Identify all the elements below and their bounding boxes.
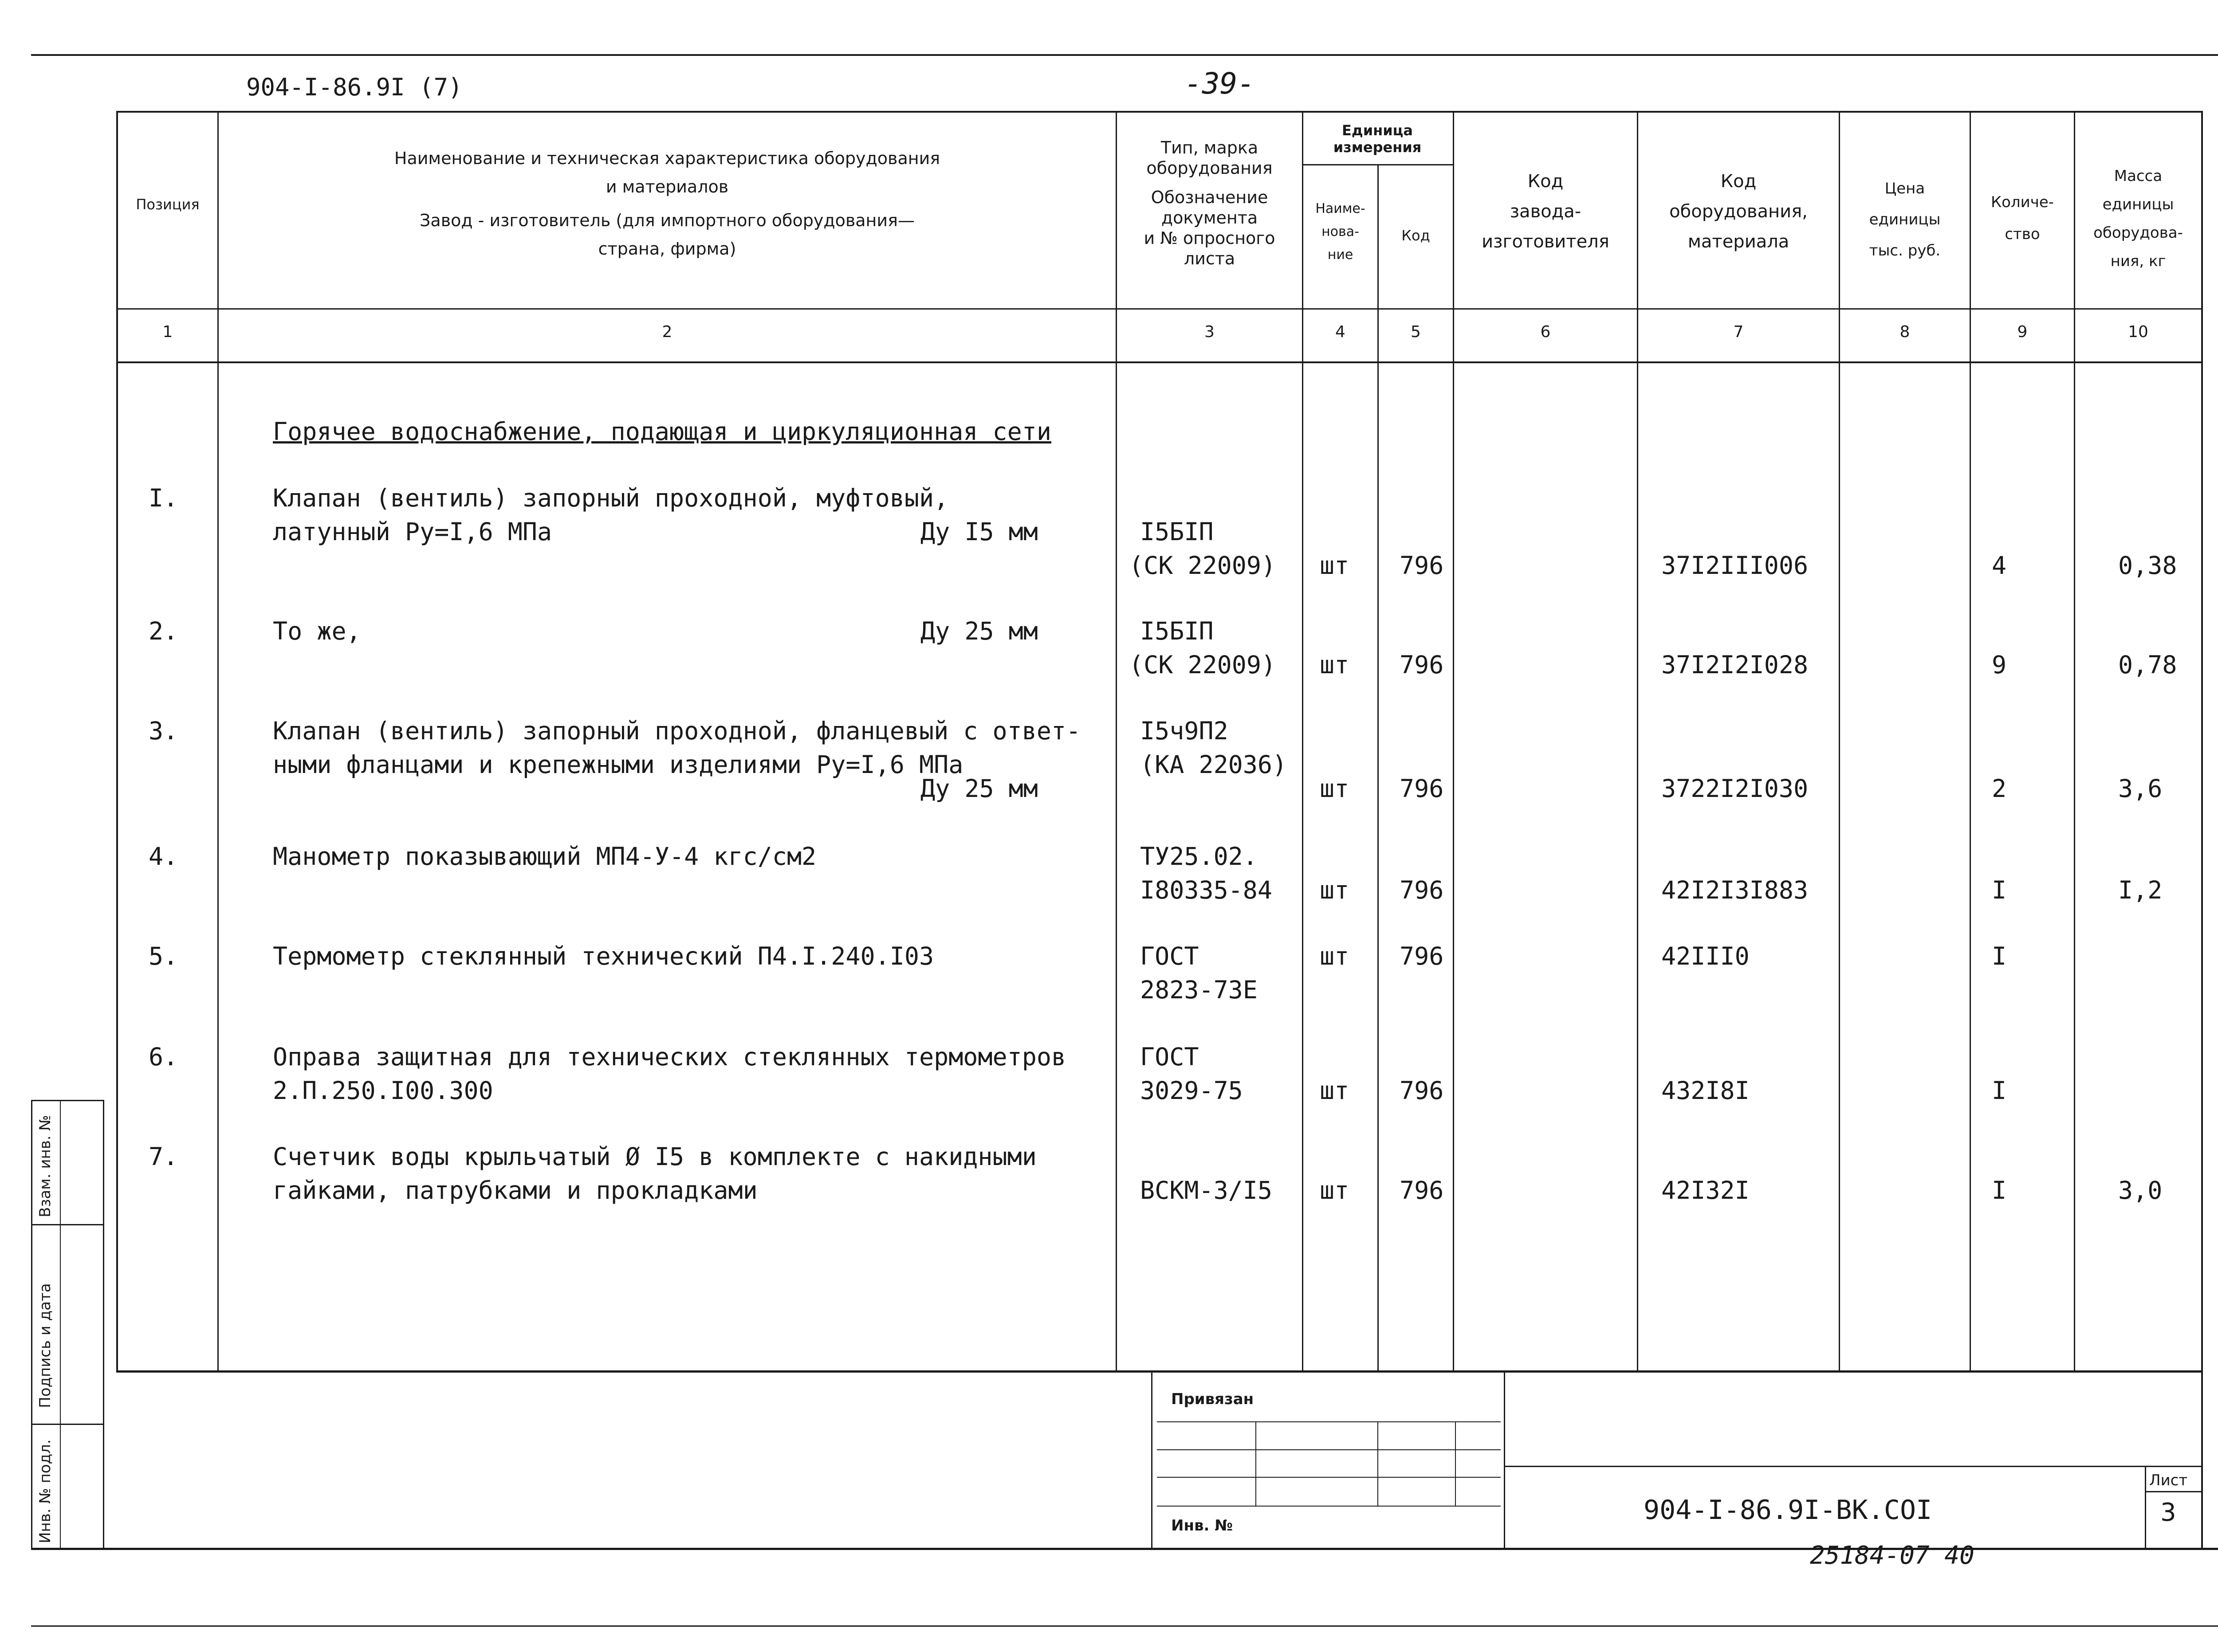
col-number-10: 10 — [2128, 323, 2148, 341]
header-unit-group: Единица измерения — [1333, 122, 1422, 156]
stamp-vline-2 — [1377, 1421, 1378, 1506]
side-strip-div-2 — [31, 1424, 104, 1425]
col-number-4: 4 — [1335, 323, 1345, 341]
stamp-row-2 — [1157, 1449, 1501, 1450]
frame-top — [116, 111, 2201, 113]
row-4-mass: I,2 — [2118, 876, 2163, 904]
handwritten-number: 25184-07 40 — [1810, 1541, 1974, 1570]
col-line-1 — [217, 111, 219, 1370]
row-6-material-code: 432I8I — [1661, 1076, 1750, 1105]
row-5-type-line-2: 2823-73Е — [1140, 976, 1258, 1004]
col-number-9: 9 — [2017, 323, 2028, 341]
row-3-material-code: 3722I2I030 — [1661, 774, 1809, 803]
section-title: Горячее водоснабжение, подающая и циркуляционная сети — [273, 417, 1051, 446]
row-3-quantity: 2 — [1992, 774, 2007, 803]
side-strip-div-1 — [31, 1224, 104, 1225]
top-border — [31, 54, 2218, 56]
row-5-code: 796 — [1400, 942, 1444, 970]
row-4-name-line-1: Манометр показывающий МП4-У-4 кгс/см2 — [273, 842, 817, 871]
col-line-9 — [2074, 111, 2075, 1370]
row-3-type-line-2: (КА 22036) — [1140, 750, 1287, 779]
row-2-type-line-1: I5БIП — [1140, 617, 1214, 645]
frame-right — [2201, 111, 2203, 1548]
row-7-unit: шт — [1320, 1176, 1349, 1205]
row-7-quantity: I — [1992, 1176, 2007, 1205]
header-quantity: Количе- ство — [1990, 193, 2054, 243]
row-4-quantity: I — [1992, 876, 2007, 904]
side-strip-right — [103, 1100, 104, 1548]
row-7-name-line-2: гайками, патрубками и прокладками — [273, 1176, 758, 1205]
col-number-5: 5 — [1411, 323, 1421, 341]
row-6-name-line-2: 2.П.250.I00.300 — [273, 1076, 493, 1105]
row-5-name-line-1: Термометр стеклянный технический П4.I.240.I03 — [273, 942, 934, 970]
row-2-quantity: 9 — [1992, 651, 2007, 679]
header-price: Цена единицы тыс. руб. — [1869, 180, 1941, 259]
row-6-code: 796 — [1400, 1076, 1444, 1105]
header-position: Позиция — [136, 196, 200, 213]
header-mass: Масса единицы оборудова- ния, кг — [2093, 167, 2183, 270]
numrow-bottom — [116, 361, 2201, 363]
row-2-unit: шт — [1320, 651, 1349, 679]
frame-left — [116, 111, 118, 1370]
page-bottom-rule — [31, 1625, 2218, 1627]
header-bottom — [116, 308, 2201, 310]
row-1-unit: шт — [1320, 551, 1349, 580]
row-4-code: 796 — [1400, 876, 1444, 904]
row-2-name-line-1: То же, — [273, 617, 361, 645]
row-3-dn: Ду 25 мм — [920, 774, 1038, 803]
side-label-inv-replace: Взам. инв. № — [36, 1115, 54, 1217]
row-1-material-code: 37I2III006 — [1661, 551, 1809, 580]
title-block-line — [1504, 1466, 2201, 1467]
row-6-type-line-2: 3029-75 — [1140, 1076, 1243, 1105]
stamp-inv-no: Инв. № — [1171, 1517, 1233, 1534]
sheet-label: Лист — [2149, 1471, 2188, 1489]
sheet-box-mid — [2145, 1491, 2201, 1492]
row-1-name-line-1: Клапан (вентиль) запорный проходной, муфтовый, — [273, 484, 949, 512]
col-line-3 — [1302, 111, 1303, 1370]
stamp-row-4 — [1157, 1506, 1501, 1507]
side-label-signature-date: Подпись и дата — [36, 1283, 54, 1408]
row-7-material-code: 42I32I — [1661, 1176, 1750, 1205]
col-number-1: 1 — [162, 323, 173, 341]
stamp-right — [1504, 1370, 1505, 1548]
side-strip-top — [31, 1100, 104, 1101]
header-unit-name: Наиме- нова- ние — [1315, 201, 1365, 263]
row-5-quantity: I — [1992, 942, 2007, 970]
header-type: Тип, марка оборудования Обозначение документа и № опросного листа — [1144, 138, 1275, 268]
row-6-quantity: I — [1992, 1076, 2007, 1105]
col-number-2: 2 — [662, 323, 672, 341]
row-1-name-line-2: латунный Ру=I,6 МПа — [273, 518, 552, 546]
col-number-6: 6 — [1540, 323, 1551, 341]
row-5-position: 5. — [149, 942, 178, 970]
row-2-type-line-2: (СК 22009) — [1129, 651, 1276, 679]
row-7-position: 7. — [149, 1142, 178, 1171]
row-3-name-line-1: Клапан (вентиль) запорный проходной, фланцевый с ответ- — [273, 717, 1081, 745]
sheet-number: 3 — [2160, 1498, 2176, 1527]
row-1-mass: 0,38 — [2118, 551, 2177, 580]
row-4-position: 4. — [149, 842, 178, 871]
col-line-2 — [1116, 111, 1117, 1370]
unit-group-line — [1302, 164, 1453, 165]
bottom-doc-code: 904-I-86.9I-BK.COI — [1644, 1495, 1932, 1526]
sheet-box-left — [2145, 1466, 2146, 1548]
row-4-unit: шт — [1320, 876, 1349, 904]
row-1-type-line-2: (СК 22009) — [1129, 551, 1276, 580]
row-5-type-line-1: ГОСТ — [1140, 942, 1199, 970]
row-3-mass: 3,6 — [2118, 774, 2163, 803]
side-strip-inner — [60, 1100, 61, 1548]
stamp-left — [1151, 1370, 1152, 1548]
stamp-row-3 — [1157, 1477, 1501, 1478]
stamp-row-1 — [1157, 1421, 1501, 1422]
col-number-3: 3 — [1204, 323, 1215, 341]
page-mark: -39- — [1184, 67, 1255, 101]
header-unit-code: Код — [1401, 227, 1430, 244]
row-2-material-code: 37I2I2I028 — [1661, 651, 1809, 679]
header-material-code: Код оборудования, материала — [1669, 171, 1808, 252]
row-6-position: 6. — [149, 1043, 178, 1071]
row-3-code: 796 — [1400, 774, 1444, 803]
row-2-mass: 0,78 — [2118, 651, 2177, 679]
row-2-position: 2. — [149, 617, 178, 645]
row-5-unit: шт — [1320, 942, 1349, 970]
row-3-unit: шт — [1320, 774, 1349, 803]
row-7-type-line-1: ВСКМ-3/I5 — [1140, 1176, 1273, 1205]
row-3-name-line-2: ными фланцами и крепежными изделиями Ру=I,6 МПа — [273, 750, 963, 779]
stamp-vline-3 — [1455, 1421, 1456, 1506]
header-factory-code: Код завода- изготовителя — [1482, 171, 1609, 252]
row-1-code: 796 — [1400, 551, 1444, 580]
doc-code: 904-I-86.9I (7) — [246, 73, 463, 101]
row-2-dn: Ду 25 мм — [920, 617, 1038, 645]
row-7-name-line-1: Счетчик воды крыльчатый Ø I5 в комплекте с накидными — [273, 1142, 1037, 1171]
row-7-mass: 3,0 — [2118, 1176, 2163, 1205]
row-6-type-line-1: ГОСТ — [1140, 1043, 1199, 1071]
col-number-7: 7 — [1733, 323, 1744, 341]
side-label-inv-original: Инв. № подл. — [36, 1439, 54, 1543]
row-3-position: 3. — [149, 717, 178, 745]
row-1-type-line-1: I5БIП — [1140, 518, 1214, 546]
col-line-6 — [1637, 111, 1638, 1370]
row-2-code: 796 — [1400, 651, 1444, 679]
row-6-name-line-1: Оправа защитная для технических стеклянных термометров — [273, 1043, 1066, 1071]
stamp-privyazan: Привязан — [1171, 1390, 1254, 1408]
side-strip-left — [31, 1100, 32, 1548]
col-line-4 — [1377, 164, 1379, 1370]
row-4-material-code: 42I2I3I883 — [1661, 876, 1809, 904]
header-name: Наименование и техническая характеристика оборудования и материалов Завод - изготовитель (для импортного оборудования— страна, фирма) — [394, 149, 940, 259]
row-1-quantity: 4 — [1992, 551, 2007, 580]
col-number-8: 8 — [1899, 323, 1910, 341]
table-bottom — [116, 1370, 2201, 1373]
row-7-code: 796 — [1400, 1176, 1444, 1205]
row-3-type-line-1: I5ч9П2 — [1140, 717, 1228, 745]
row-6-unit: шт — [1320, 1076, 1349, 1105]
col-line-5 — [1453, 111, 1454, 1370]
row-5-material-code: 42III0 — [1661, 942, 1750, 970]
col-line-7 — [1839, 111, 1840, 1370]
col-line-8 — [1970, 111, 1971, 1370]
row-4-type-line-1: ТУ25.02. — [1140, 842, 1258, 871]
row-1-position: I. — [149, 484, 178, 512]
stamp-vline-1 — [1255, 1421, 1256, 1506]
row-4-type-line-2: I80335-84 — [1140, 876, 1273, 904]
row-1-dn: Ду I5 мм — [920, 518, 1038, 546]
